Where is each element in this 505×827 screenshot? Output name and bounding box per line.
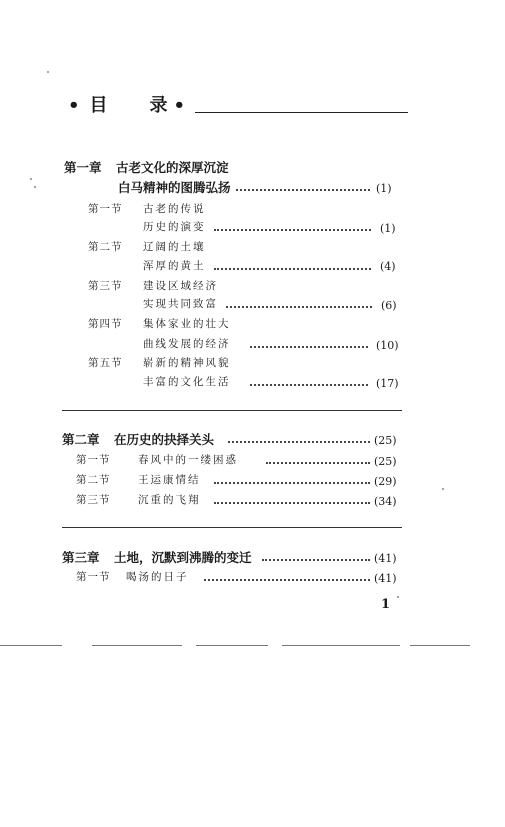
chapter-divider (62, 527, 402, 528)
section-title-line1: 沉重的飞翔 (138, 494, 201, 506)
chapter-title-line1: 土地，沉默到沸腾的变迁 (114, 550, 252, 565)
page-number: (17) (376, 377, 399, 390)
page-number: (41) (374, 572, 397, 585)
page-number: (1) (380, 222, 396, 235)
header-left-dot: • (68, 95, 80, 116)
page-number: (1) (376, 182, 392, 195)
section-label: 第三节 (76, 494, 111, 506)
header-right-dot: • (173, 95, 186, 116)
section-title-line1: 辽阔的土壤 (143, 241, 206, 253)
scan-line (282, 645, 400, 646)
section-label: 第一节 (88, 203, 123, 215)
section-label: 第三节 (88, 280, 123, 292)
chapter-title-line2: 白马精神的图腾弘扬 (118, 180, 231, 195)
section-label: 第一节 (76, 454, 111, 466)
section-title-line1: 春风中的一缕困惑 (138, 454, 238, 466)
header-char-lu: 录 (149, 95, 168, 116)
page-number: (29) (374, 475, 397, 488)
header-char-mu: 目 (89, 95, 108, 116)
chapter-title-line1: 在历史的抉择关头 (114, 432, 215, 447)
section-label: 第二节 (88, 241, 123, 253)
chapter-divider (62, 410, 402, 411)
page-number: (4) (380, 260, 396, 273)
chapter-label: 第三章 (62, 550, 100, 565)
dot-leader (236, 189, 370, 191)
dot-leader (204, 579, 370, 581)
section-title-line1: 集体家业的壮大 (143, 318, 231, 330)
scan-speck (47, 71, 49, 73)
section-title-line1: 古老的传说 (143, 203, 206, 215)
scan-speck (442, 488, 444, 490)
page-number: (25) (374, 455, 397, 468)
section-title-line1: 王运康情结 (138, 474, 201, 486)
section-title-line2: 浑厚的黄土 (143, 260, 206, 272)
header-rule (195, 112, 408, 113)
section-label: 第四节 (88, 318, 123, 330)
section-label: 第二节 (76, 474, 111, 486)
scan-speck (34, 186, 36, 188)
section-label: 第一节 (76, 571, 111, 583)
scan-line (92, 645, 182, 646)
scan-line (196, 645, 268, 646)
dot-leader (214, 229, 371, 231)
scan-line (410, 645, 470, 646)
dot-leader (262, 559, 370, 561)
dot-leader (214, 268, 371, 270)
scan-line (0, 645, 62, 646)
page-number: (41) (374, 552, 397, 565)
dot-leader (228, 441, 370, 443)
dot-leader (226, 306, 372, 308)
dot-leader (266, 462, 370, 464)
dot-leader (214, 482, 370, 484)
chapter-title-line1: 古老文化的深厚沉淀 (116, 160, 229, 175)
dot-leader (214, 502, 370, 504)
scan-speck (30, 178, 32, 180)
dot-leader (250, 346, 368, 348)
page-number: (10) (376, 339, 399, 352)
page-number: (34) (374, 495, 397, 508)
section-title-line1: 喝汤的日子 (126, 571, 189, 583)
chapter-label: 第一章 (64, 160, 102, 175)
toc-header (68, 95, 408, 117)
section-title-line2: 实现共同致富 (143, 298, 218, 310)
section-title-line2: 丰富的文化生活 (143, 376, 231, 388)
page-folio: 1 (381, 597, 391, 612)
page-number: (25) (374, 434, 397, 447)
section-title-line1: 建设区域经济 (143, 280, 218, 292)
section-title-line2: 曲线发展的经济 (143, 338, 231, 350)
dot-leader (250, 384, 368, 386)
page-number: (6) (381, 299, 397, 312)
section-title-line2: 历史的演变 (143, 221, 206, 233)
section-title-line1: 崭新的精神风貌 (143, 357, 231, 369)
scan-speck (397, 596, 399, 598)
chapter-label: 第二章 (62, 432, 100, 447)
section-label: 第五节 (88, 357, 123, 369)
